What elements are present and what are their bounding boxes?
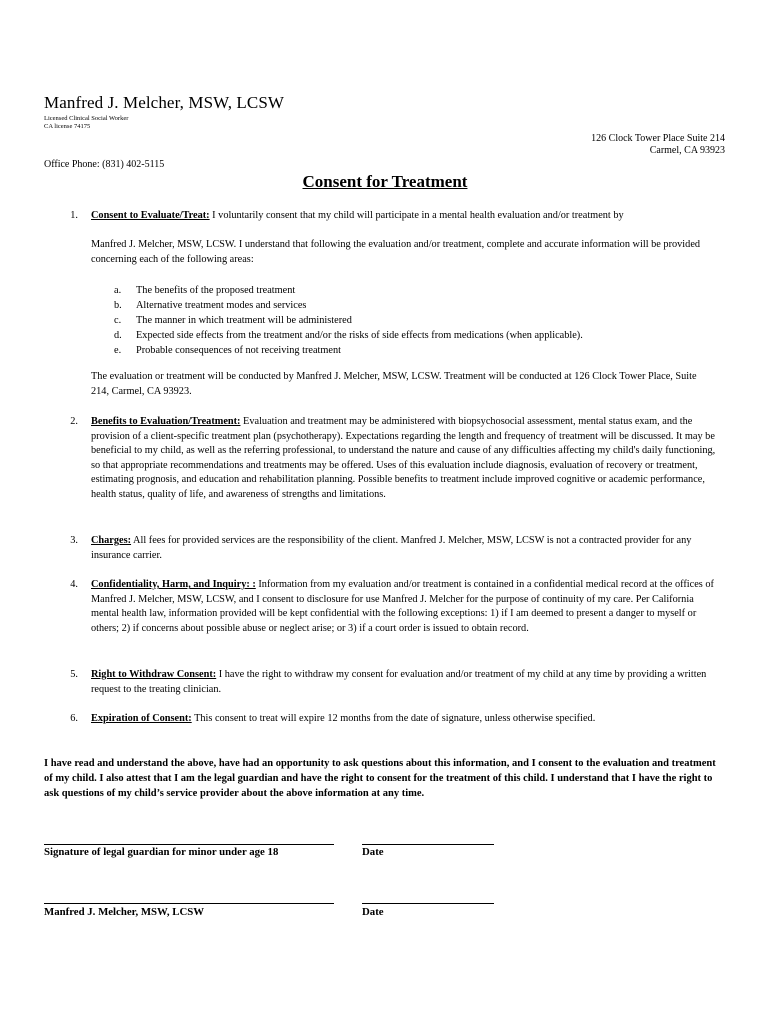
license-title: Licensed Clinical Social Worker — [44, 115, 129, 122]
list-text: Alternative treatment modes and services — [136, 300, 307, 311]
section-body: Information from my evaluation and/or treatment is contained in a confidential medical record at the offices of Manfred J. Melcher, MSW, LCSW, and I consent to disclosure for use Manfred J. Melcher for the purpose of continuity of my care. Per California mental health law, information provided will be kept confidential with the following exceptions: 1) if I am deemed to present a danger to myself or others; 2) if concerns about possible abuse or neglect arise; or 3) if a court order is issued to obtain record. — [91, 579, 714, 634]
list-letter: e. — [114, 345, 122, 356]
list-text: The manner in which treatment will be administered — [136, 315, 352, 326]
section-number: 2. — [70, 416, 78, 427]
section-body: All fees for provided services are the responsibility of the client. Manfred J. Melcher, MSW, LCSW is not a contracted provider for any insurance carrier. — [91, 535, 692, 561]
section-text — [91, 712, 721, 727]
section-number: 5. — [70, 669, 78, 680]
list-text: The benefits of the proposed treatment — [136, 285, 296, 296]
clinician-signature-label: Manfred J. Melcher, MSW, LCSW — [44, 906, 205, 918]
section-number: 1. — [70, 210, 78, 221]
section-text — [91, 415, 721, 502]
guardian-signature-label: Signature of legal guardian for minor under age 18 — [44, 846, 279, 858]
section-number: 6. — [70, 713, 78, 724]
office-phone: Office Phone: (831) 402-5115 — [44, 159, 165, 170]
section-heading: Right to Withdraw Consent: — [91, 669, 217, 680]
section-text — [91, 209, 721, 224]
list-letter: d. — [114, 330, 122, 341]
section-heading: Consent to Evaluate/Treat: — [91, 210, 210, 221]
list-text: Probable consequences of not receiving treatment — [136, 345, 342, 356]
section-heading: Benefits to Evaluation/Treatment: — [91, 416, 241, 427]
address-line-2: Carmel, CA 93923 — [649, 145, 725, 156]
section-text — [91, 578, 721, 636]
section-text-continued: Manfred J. Melcher, MSW, LCSW. I understand that following the evaluation and/or treatment, complete and accurate information will be provided concerning each of the following areas: — [91, 239, 701, 265]
section-heading: Confidentiality, Harm, and Inquiry: : — [91, 579, 256, 590]
practitioner-name: Manfred J. Melcher, MSW, LCSW — [44, 93, 285, 112]
date-label: Date — [362, 846, 384, 858]
section-heading: Expiration of Consent: — [91, 713, 192, 724]
list-letter: c. — [114, 315, 122, 326]
list-letter: a. — [114, 285, 122, 296]
clinician-date-line[interactable] — [362, 903, 494, 904]
acknowledgement-paragraph: I have read and understand the above, have had an opportunity to ask questions about this information, and I consent to the evaluation and treatment of my child. I also attest that I am the legal guardian and have the right to consent for the treatment of this child. I understand that I have the right to ask questions of my child’s service provider about the above information at any time. — [44, 758, 716, 799]
license-number: CA license 74175 — [44, 123, 91, 130]
section-body: I have the right to withdraw my consent for evaluation and/or treatment of my child at any time by providing a written request to the treating clinician. — [91, 669, 707, 695]
document-title: Consent for Treatment — [302, 172, 468, 191]
location-note: The evaluation or treatment will be conducted by Manfred J. Melcher, MSW, LCSW. Treatment will be conducted at 126 Clock Tower Place, Suite 214, Carmel, CA 93923. — [91, 371, 697, 397]
section-number: 4. — [70, 579, 78, 590]
list-text: Expected side effects from the treatment and/or the risks of side effects from medications (when applicable). — [136, 330, 583, 341]
date-label: Date — [362, 906, 384, 918]
section-text — [91, 668, 721, 697]
guardian-date-line[interactable] — [362, 844, 494, 845]
guardian-signature-line[interactable] — [44, 844, 334, 845]
section-number: 3. — [70, 535, 78, 546]
section-body: I voluntarily consent that my child will participate in a mental health evaluation and/or treatment by — [209, 210, 624, 221]
list-letter: b. — [114, 300, 122, 311]
section-body: This consent to treat will expire 12 months from the date of signature, unless otherwise specified. — [191, 713, 596, 724]
section-heading: Charges: — [91, 535, 132, 546]
section-body: Evaluation and treatment may be administered with biopsychosocial assessment, mental status exam, and the provision of a client-specific treatment plan (psychotherapy). Expectations regarding the length and frequency of treatment will be discussed. It may be beneficial to my child, as well as the referring professional, to understand the nature and cause of any difficulties affecting my child's daily functioning, so that appropriate recommendations and treatments may be offered. Uses of this evaluation include diagnosis, evaluation of recovery or treatment, estimating prognosis, and education and rehabilitation planning. Possible benefits to treatment include improved cognitive or academic performance, health status, quality of life, and awareness of strengths and limitations. — [91, 416, 716, 500]
section-text — [91, 534, 721, 563]
clinician-signature-line[interactable] — [44, 903, 334, 904]
address-line-1: 126 Clock Tower Place Suite 214 — [591, 133, 725, 144]
